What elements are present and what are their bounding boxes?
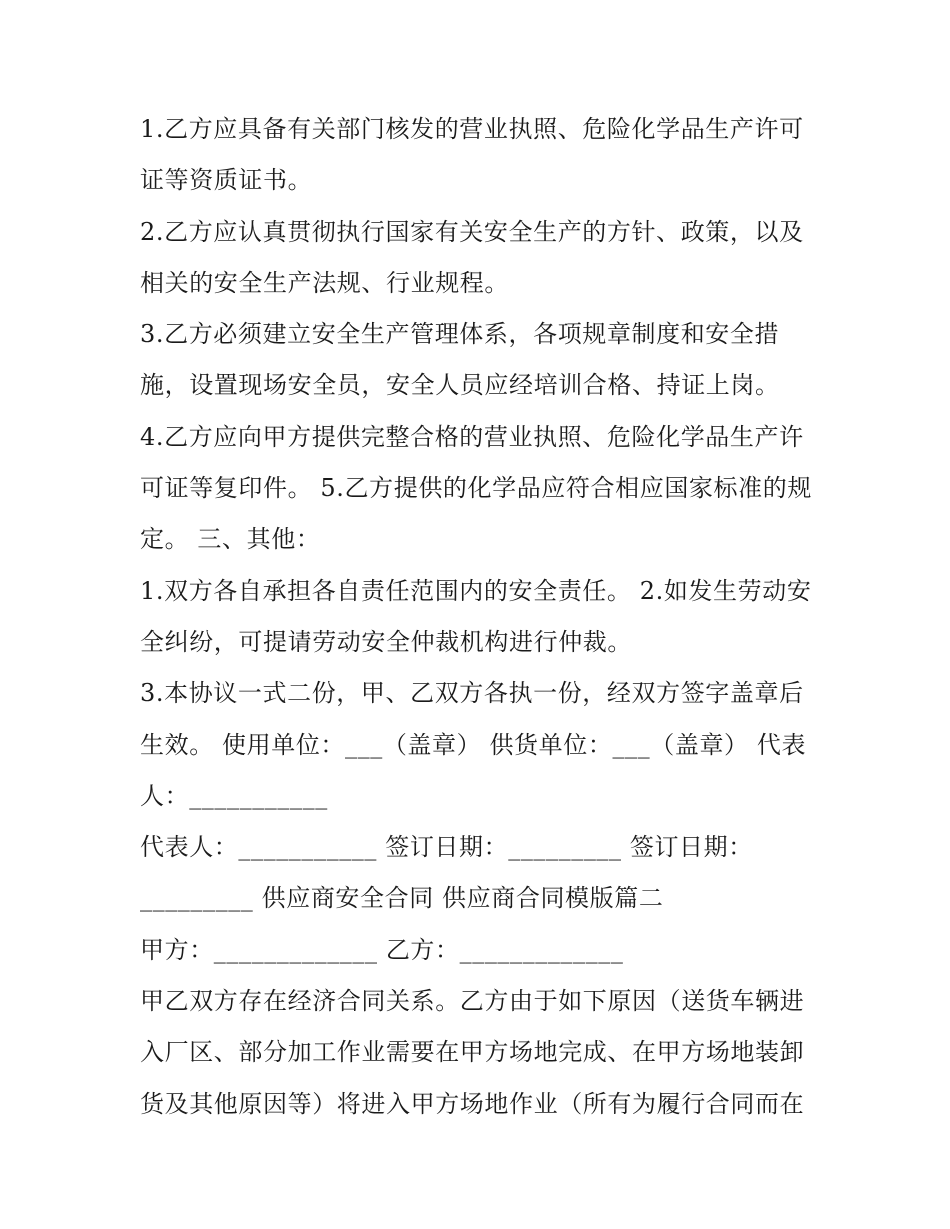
text-line: 入厂区、部分加工作业需要在甲方场地完成、在甲方场地装卸 <box>140 1038 805 1067</box>
text-line: 定。 三、其他： <box>140 525 321 554</box>
text-line: 4.乙方应向甲方提供完整合格的营业执照、危险化学品生产许 <box>140 422 804 451</box>
text-line: 甲方：_____________ 乙方：_____________ <box>140 935 624 964</box>
text-line: 3.本协议一式二份，甲、乙双方各执一份，经双方签字盖章后 <box>140 679 804 708</box>
text-line: 相关的安全生产法规、行业规程。 <box>140 268 509 297</box>
text-line: 代表人：___________ 签订日期：_________ 签订日期： <box>140 833 753 862</box>
text-line: 生效。 使用单位：___（盖章） 供货单位：___（盖章） 代表 <box>140 730 807 759</box>
text-line: 2.乙方应认真贯彻执行国家有关安全生产的方针、政策，以及 <box>140 217 804 246</box>
document-body <box>140 104 820 1130</box>
text-line: 可证等复印件。 5.乙方提供的化学品应符合相应国家标准的规 <box>140 474 812 503</box>
text-line: 全纠纷，可提请劳动安全仲裁机构进行仲裁。 <box>140 627 632 656</box>
text-line: 施，设置现场安全员，安全人员应经培训合格、持证上岗。 <box>140 371 780 400</box>
text-line: 甲乙双方存在经济合同关系。乙方由于如下原因（送货车辆进 <box>140 987 805 1016</box>
text-line: 1.乙方应具备有关部门核发的营业执照、危险化学品生产许可 <box>140 115 804 143</box>
text-line: _________ 供应商安全合同 供应商合同模版篇二 <box>140 884 664 913</box>
text-line: 货及其他原因等）将进入甲方场地作业（所有为履行合同而在 <box>140 1089 805 1118</box>
text-line: 证等资质证书。 <box>140 166 313 195</box>
text-line: 3.乙方必须建立安全生产管理体系，各项规章制度和安全措 <box>140 320 780 349</box>
text-line: 1.双方各自承担各自责任范围内的安全责任。 2.如发生劳动安 <box>140 576 812 605</box>
text-line: 人：___________ <box>140 781 328 810</box>
